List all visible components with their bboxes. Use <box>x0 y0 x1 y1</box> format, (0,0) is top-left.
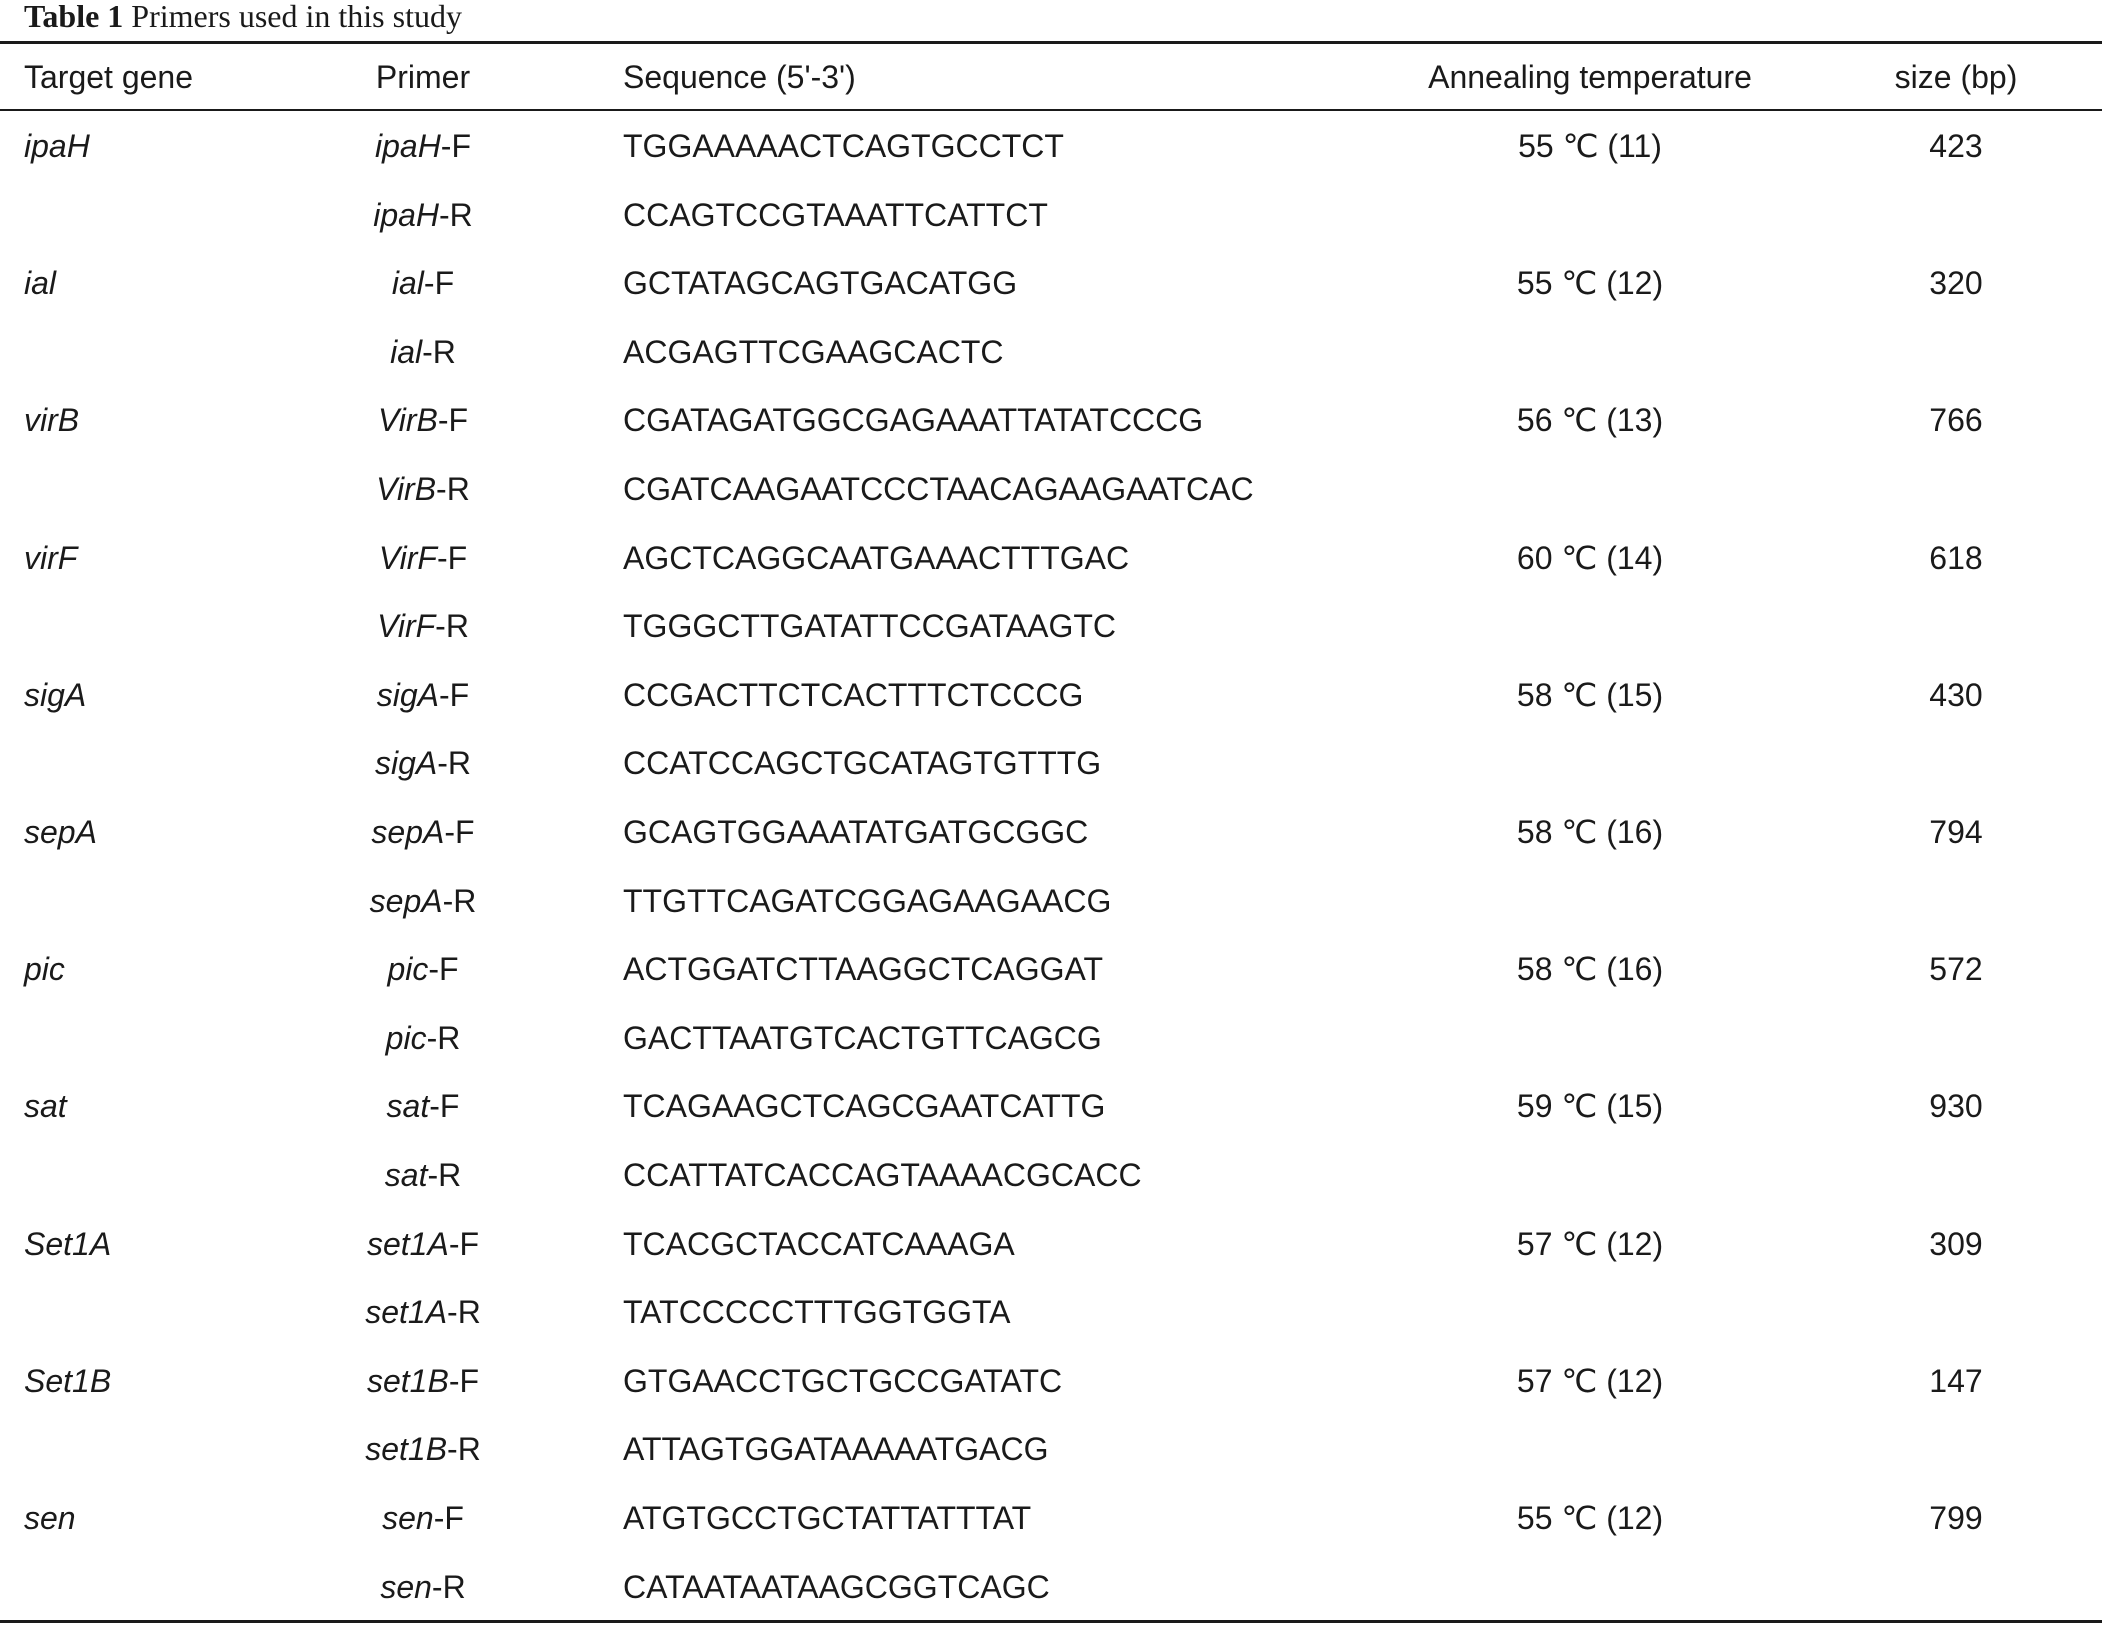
cell-primer-suffix: -F <box>433 1500 464 1536</box>
cell-size <box>1856 1004 2056 1072</box>
cell-primer <box>283 455 563 523</box>
header-sequence: Sequence (5'-3') <box>623 59 856 95</box>
cell-sequence: ATTAGTGGATAAAAATGACG <box>623 1431 1049 1468</box>
cell-size <box>1856 1415 2056 1483</box>
cell-primer-suffix: -F <box>439 676 470 713</box>
table-row <box>0 798 2102 866</box>
cell-primer-name: VirB <box>376 471 437 507</box>
cell-size: 430 <box>1929 676 1983 713</box>
cell-size <box>1856 592 2056 660</box>
cell-primer-suffix: -F <box>429 1088 460 1125</box>
cell-sequence: CCATTATCACCAGTAAAACGCACC <box>623 1157 1142 1193</box>
cell-annealing-temperature: 58 ℃ (16) <box>1516 951 1664 988</box>
cell-sequence: CATAATAATAAGCGGTCAGC <box>623 1568 1050 1605</box>
cell-sequence: TGGGCTTGATATTCCGATAAGTC <box>623 608 1116 645</box>
table-row <box>0 935 2102 1003</box>
cell-annealing-temperature: 59 ℃ (15) <box>1516 1088 1664 1125</box>
cell-primer-name: sepA <box>369 882 443 919</box>
cell-primer <box>283 112 563 180</box>
cell-annealing-temperature: 60 ℃ (14) <box>1516 539 1664 576</box>
table-row <box>0 386 2102 454</box>
cell-primer-suffix: -R <box>442 882 477 919</box>
cell-annealing-temperature: 58 ℃ (16) <box>1516 814 1664 850</box>
table-row <box>0 181 2102 249</box>
cell-primer-name: sigA <box>376 676 440 713</box>
header-target-gene: Target gene <box>24 59 194 95</box>
cell-primer-name: sepA <box>371 814 445 850</box>
cell-size: 794 <box>1929 814 1983 850</box>
table-row <box>0 524 2102 592</box>
cell-primer <box>283 935 563 1003</box>
cell-annealing-temperature: 58 ℃ (15) <box>1516 676 1664 713</box>
table-caption-text: Primers used in this study <box>131 0 462 34</box>
cell-primer-suffix: -F <box>440 128 471 164</box>
cell-primer-suffix: -F <box>448 1225 480 1262</box>
cell-sequence: GCAGTGGAAATATGATGCGGC <box>623 814 1089 850</box>
cell-primer-suffix: -R <box>447 1294 481 1331</box>
cell-size <box>1856 1141 2056 1209</box>
cell-primer-suffix: -F <box>444 814 475 850</box>
cell-target-gene: sat <box>24 1088 67 1125</box>
cell-size: 930 <box>1929 1088 1983 1125</box>
cell-primer-suffix: -F <box>448 1362 480 1399</box>
cell-primer-name: ipaH <box>373 196 440 233</box>
cell-primer <box>283 661 563 729</box>
cell-size: 320 <box>1929 265 1983 302</box>
cell-primer-name: sen <box>380 1568 432 1605</box>
cell-primer <box>283 181 563 249</box>
cell-size: 309 <box>1929 1225 1983 1262</box>
cell-primer-suffix: -F <box>423 265 455 302</box>
cell-sequence: TGGAAAAACTCAGTGCCTCT <box>623 128 1064 164</box>
cell-size <box>1856 181 2056 249</box>
cell-annealing-temperature: 57 ℃ (12) <box>1516 1225 1664 1262</box>
cell-primer-name: VirF <box>378 539 437 576</box>
cell-primer <box>283 729 563 797</box>
table-header-rule <box>0 109 2102 111</box>
cell-primer-name: VirF <box>377 608 436 645</box>
cell-primer <box>283 798 563 866</box>
cell-primer <box>283 592 563 660</box>
cell-sequence: CCATCCAGCTGCATAGTGTTTG <box>623 745 1102 782</box>
cell-primer <box>283 386 563 454</box>
table-row <box>0 1484 2102 1552</box>
cell-primer-suffix: -F <box>437 402 469 439</box>
cell-target-gene: sepA <box>24 814 97 850</box>
cell-primer-suffix: -R <box>422 333 456 370</box>
cell-size: 423 <box>1929 128 1983 164</box>
cell-sequence: ACTGGATCTTAAGGCTCAGGAT <box>623 951 1103 988</box>
cell-primer-suffix: -R <box>437 745 471 782</box>
cell-size: 799 <box>1929 1500 1983 1536</box>
cell-target-gene: sigA <box>24 676 87 713</box>
table-row <box>0 592 2102 660</box>
cell-size <box>1856 867 2056 935</box>
cell-primer-suffix: -F <box>428 951 459 988</box>
cell-primer-suffix: -R <box>439 196 473 233</box>
cell-primer <box>283 1141 563 1209</box>
header-annealing-temperature: Annealing temperature <box>1428 59 1752 95</box>
cell-size <box>1856 1553 2056 1621</box>
cell-annealing-temperature <box>1390 1415 1790 1483</box>
cell-primer-name: pic <box>385 1019 427 1056</box>
table-row <box>0 1141 2102 1209</box>
cell-sequence: TCAGAAGCTCAGCGAATCATTG <box>623 1088 1106 1125</box>
cell-primer <box>283 1484 563 1552</box>
cell-primer-suffix: -R <box>431 1568 466 1605</box>
cell-annealing-temperature <box>1390 455 1790 523</box>
cell-annealing-temperature: 55 ℃ (12) <box>1516 1500 1664 1536</box>
cell-size: 766 <box>1929 402 1983 439</box>
cell-primer-suffix: -F <box>436 539 468 576</box>
cell-primer-name: set1A <box>365 1294 448 1331</box>
cell-primer <box>283 1278 563 1346</box>
cell-primer-name: ial <box>390 333 423 370</box>
cell-sequence: TTGTTCAGATCGGAGAAGAACG <box>623 882 1112 919</box>
cell-size <box>1856 729 2056 797</box>
table-row <box>0 1278 2102 1346</box>
cell-size <box>1856 455 2056 523</box>
cell-sequence: CCAGTCCGTAAATTCATTCT <box>623 196 1048 233</box>
cell-annealing-temperature <box>1390 318 1790 386</box>
cell-primer <box>283 1347 563 1415</box>
cell-sequence: GACTTAATGTCACTGTTCAGCG <box>623 1019 1102 1056</box>
cell-primer-suffix: -R <box>435 608 469 645</box>
cell-annealing-temperature <box>1390 181 1790 249</box>
cell-target-gene: virF <box>24 539 78 576</box>
table-row <box>0 867 2102 935</box>
cell-primer-name: set1B <box>365 1431 448 1468</box>
cell-annealing-temperature <box>1390 1141 1790 1209</box>
cell-target-gene: Set1B <box>24 1362 112 1399</box>
cell-annealing-temperature <box>1390 1278 1790 1346</box>
cell-annealing-temperature: 56 ℃ (13) <box>1516 402 1664 439</box>
cell-annealing-temperature: 55 ℃ (12) <box>1516 265 1664 302</box>
cell-sequence: CGATCAAGAATCCCTAACAGAAGAATCAC <box>623 471 1254 507</box>
cell-primer-name: ial <box>391 265 424 302</box>
cell-primer-name: sen <box>382 1500 434 1536</box>
table-row <box>0 1072 2102 1140</box>
table-row <box>0 1553 2102 1621</box>
header-primer: Primer <box>375 59 471 95</box>
cell-primer <box>283 318 563 386</box>
cell-primer <box>283 1553 563 1621</box>
cell-sequence: ACGAGTTCGAAGCACTC <box>623 333 1004 370</box>
cell-size: 147 <box>1929 1362 1983 1399</box>
table-row <box>0 1347 2102 1415</box>
cell-size: 618 <box>1929 539 1983 576</box>
table-row <box>0 729 2102 797</box>
table-row <box>0 1004 2102 1072</box>
cell-primer-name: sigA <box>374 745 438 782</box>
cell-primer <box>283 1004 563 1072</box>
cell-annealing-temperature <box>1390 729 1790 797</box>
cell-target-gene: ipaH <box>24 128 90 164</box>
cell-sequence: TATCCCCCTTTGGTGGTA <box>623 1294 1011 1331</box>
cell-primer-name: ipaH <box>374 128 441 164</box>
cell-primer-suffix: -R <box>426 1019 461 1056</box>
cell-primer-suffix: -R <box>436 471 470 507</box>
table-row <box>0 249 2102 317</box>
cell-target-gene: sen <box>24 1500 76 1536</box>
cell-primer-name: set1A <box>366 1225 449 1262</box>
table-bottom-rule <box>0 1620 2102 1623</box>
cell-sequence: CGATAGATGGCGAGAAATTATATCCCG <box>623 402 1204 439</box>
cell-primer-suffix: -R <box>447 1431 481 1468</box>
cell-size: 572 <box>1929 951 1983 988</box>
cell-annealing-temperature: 57 ℃ (12) <box>1516 1362 1664 1399</box>
cell-primer <box>283 524 563 592</box>
cell-sequence: CCGACTTCTCACTTTCTCCCG <box>623 676 1084 713</box>
cell-sequence: GCTATAGCAGTGACATGG <box>623 265 1018 302</box>
cell-target-gene: pic <box>24 951 65 988</box>
cell-primer <box>283 1415 563 1483</box>
cell-sequence: GTGAACCTGCTGCCGATATC <box>623 1362 1063 1399</box>
cell-primer <box>283 867 563 935</box>
table-header-row <box>0 43 2102 111</box>
cell-annealing-temperature <box>1390 592 1790 660</box>
cell-primer-name: set1B <box>366 1362 449 1399</box>
cell-primer-suffix: -R <box>427 1157 462 1193</box>
table-row <box>0 455 2102 523</box>
cell-target-gene: ial <box>24 265 57 302</box>
cell-annealing-temperature <box>1390 867 1790 935</box>
cell-primer-name: pic <box>387 951 429 988</box>
cell-primer <box>283 1072 563 1140</box>
cell-primer <box>283 1210 563 1278</box>
cell-sequence: ATGTGCCTGCTATTATTTAT <box>623 1500 1032 1536</box>
table-row <box>0 1415 2102 1483</box>
cell-primer-name: VirB <box>377 402 438 439</box>
cell-target-gene: Set1A <box>24 1225 112 1262</box>
cell-sequence: AGCTCAGGCAATGAAACTTTGAC <box>623 539 1130 576</box>
table-row <box>0 1210 2102 1278</box>
cell-size <box>1856 318 2056 386</box>
table-caption-label: Table 1 <box>24 0 124 34</box>
table-caption <box>24 0 462 40</box>
cell-target-gene: virB <box>24 402 80 439</box>
cell-primer-name: sat <box>386 1088 430 1125</box>
cell-annealing-temperature: 55 ℃ (11) <box>1518 128 1662 164</box>
table-row <box>0 661 2102 729</box>
table-row <box>0 112 2102 180</box>
cell-annealing-temperature <box>1390 1553 1790 1621</box>
cell-sequence: TCACGCTACCATCAAAGA <box>623 1225 1015 1262</box>
cell-annealing-temperature <box>1390 1004 1790 1072</box>
cell-primer <box>283 249 563 317</box>
table-row <box>0 318 2102 386</box>
header-size: size (bp) <box>1894 59 2018 95</box>
cell-size <box>1856 1278 2056 1346</box>
cell-primer-name: sat <box>384 1157 428 1193</box>
